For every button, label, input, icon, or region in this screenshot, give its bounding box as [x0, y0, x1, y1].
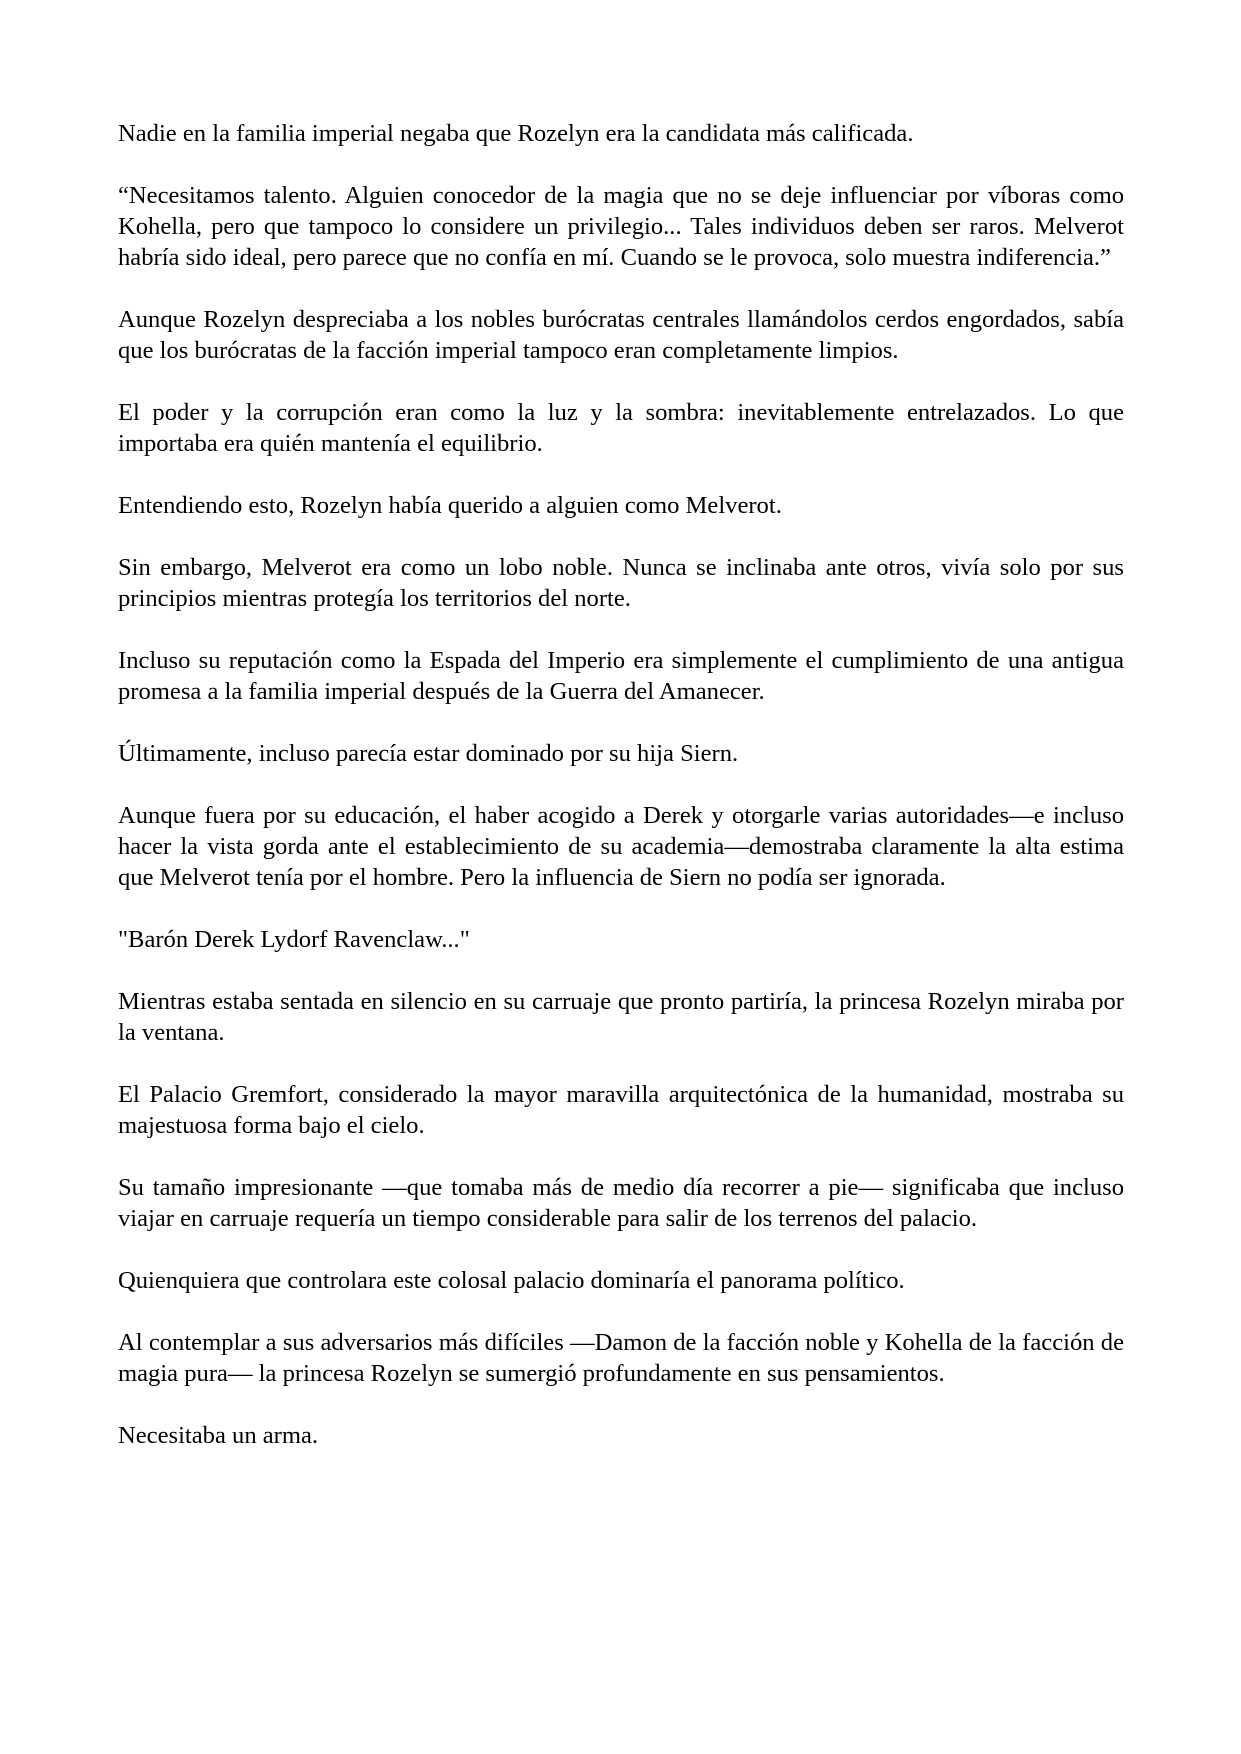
paragraph: Aunque Rozelyn despreciaba a los nobles burócratas centrales llamándolos cerdos engordados, sabía que los burócratas de la facción imperial tampoco eran completamente limpios. — [118, 306, 1124, 364]
paragraph: "Barón Derek Lydorf Ravenclaw..." — [118, 926, 470, 953]
document-body — [118, 118, 1124, 1482]
paragraph: Incluso su reputación como la Espada del Imperio era simplemente el cumplimiento de una antigua promesa a la familia imperial después de la Guerra del Amanecer. — [118, 647, 1124, 705]
paragraph: Sin embargo, Melverot era como un lobo noble. Nunca se inclinaba ante otros, vivía solo por sus principios mientras protegía los territorios del norte. — [118, 554, 1124, 612]
paragraph: Su tamaño impresionante —que tomaba más de medio día recorrer a pie— significaba que incluso viajar en carruaje requería un tiempo considerable para salir de los terrenos del palacio. — [118, 1174, 1124, 1232]
paragraph: “Necesitamos talento. Alguien conocedor de la magia que no se deje influenciar por víboras como Kohella, pero que tampoco lo considere un privilegio... Tales individuos deben ser raros. Melverot habría sido ideal, pero parece que no confía en mí. Cuando se le provoca, solo muestra indiferencia.” — [118, 182, 1124, 271]
paragraph: Aunque fuera por su educación, el haber acogido a Derek y otorgarle varias autoridades—e incluso hacer la vista gorda ante el establecimiento de su academia—demostraba claramente la alta estima que Melverot tenía por el hombre. Pero la influencia de Siern no podía ser ignorada. — [118, 802, 1124, 891]
paragraph: Últimamente, incluso parecía estar dominado por su hija Siern. — [118, 740, 739, 767]
paragraph: Quienquiera que controlara este colosal palacio dominaría el panorama político. — [118, 1267, 905, 1294]
paragraph: Necesitaba un arma. — [118, 1422, 319, 1449]
paragraph: El Palacio Gremfort, considerado la mayor maravilla arquitectónica de la humanidad, mostraba su majestuosa forma bajo el cielo. — [118, 1081, 1124, 1139]
paragraph: El poder y la corrupción eran como la luz y la sombra: inevitablemente entrelazados. Lo que importaba era quién mantenía el equilibrio. — [118, 399, 1124, 457]
paragraph: Entendiendo esto, Rozelyn había querido a alguien como Melverot. — [118, 492, 782, 519]
paragraph: Nadie en la familia imperial negaba que Rozelyn era la candidata más calificada. — [118, 120, 914, 147]
paragraph: Al contemplar a sus adversarios más difíciles —Damon de la facción noble y Kohella de la facción de magia pura— la princesa Rozelyn se sumergió profundamente en sus pensamientos. — [118, 1329, 1124, 1387]
paragraph: Mientras estaba sentada en silencio en su carruaje que pronto partiría, la princesa Rozelyn miraba por la ventana. — [118, 988, 1124, 1046]
